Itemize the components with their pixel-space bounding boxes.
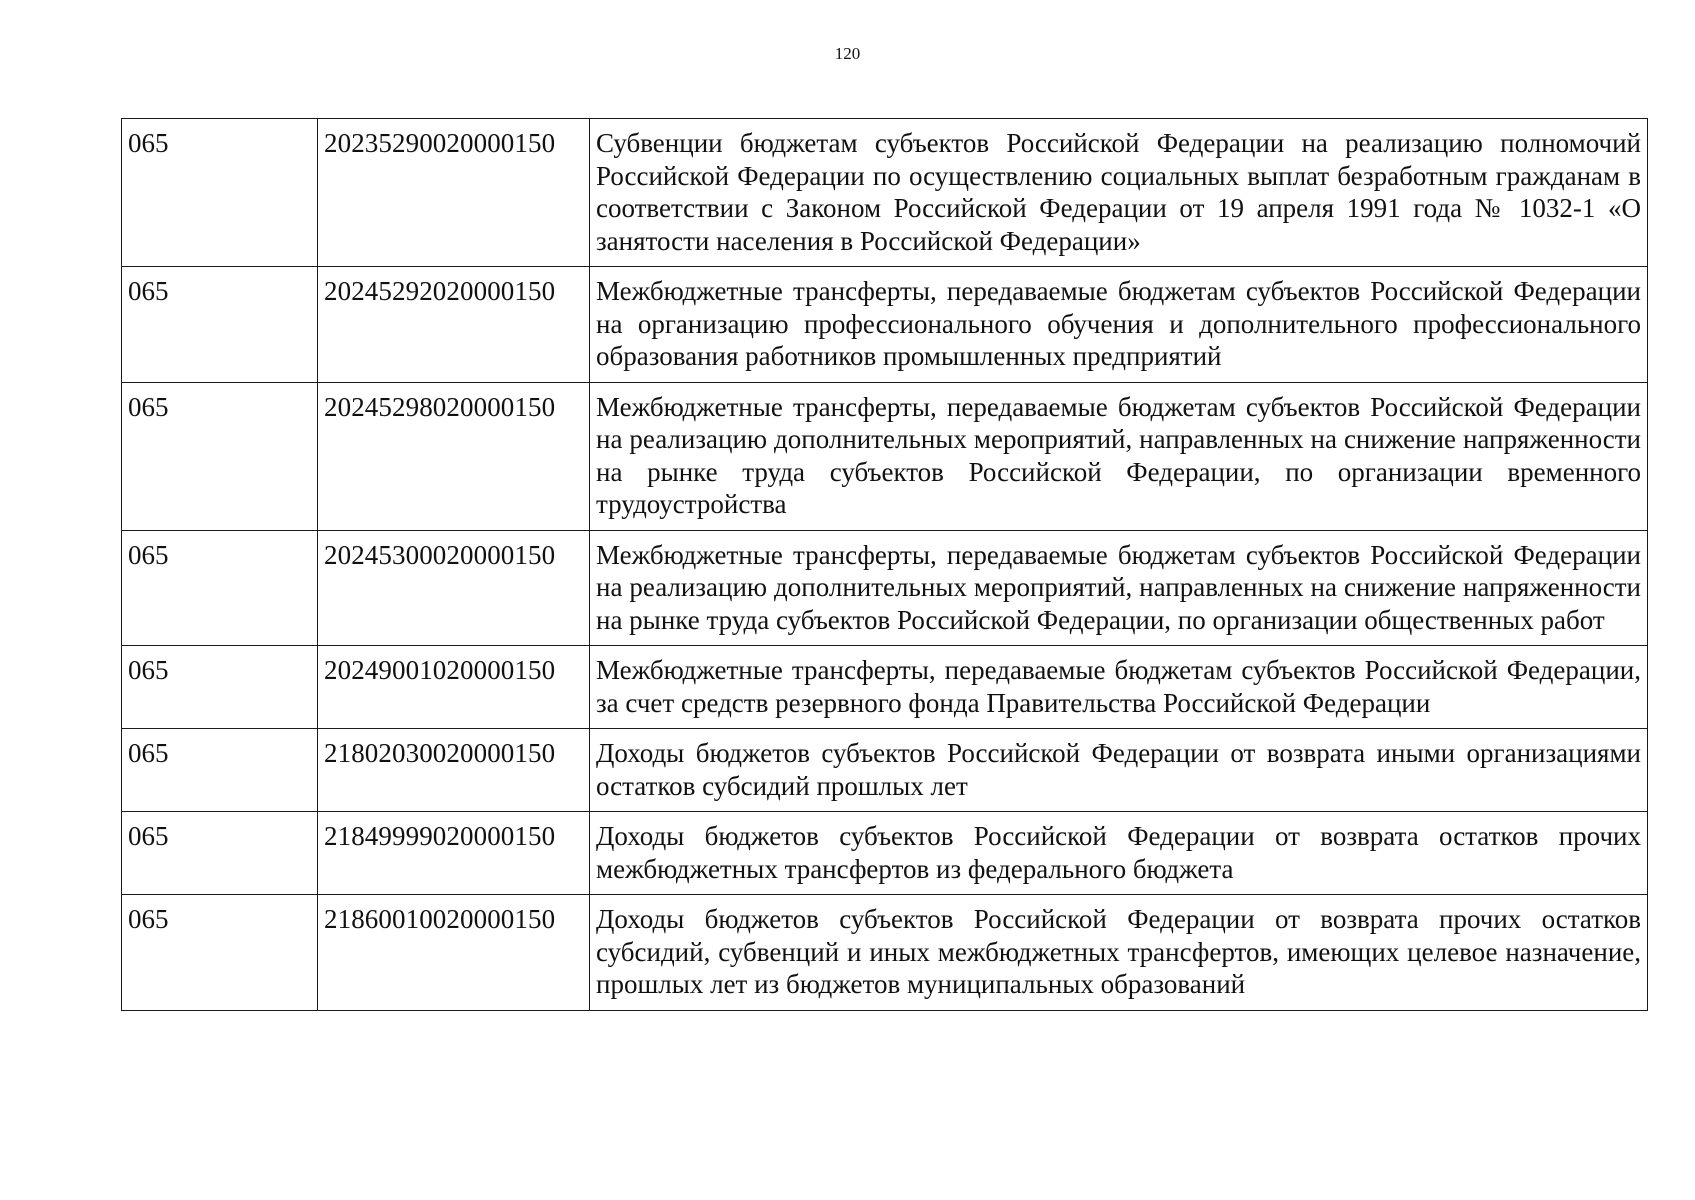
table-row (122, 895, 1648, 1011)
income-name-cell: Межбюджетные трансферты, передаваемые бюджетам субъектов Российской Федерации на реализацию дополнительных мероприятий, направленных на снижение напряженности на рынке труда субъектов Российской Федерации, по организации общественных работ (590, 530, 1648, 646)
budget-code-cell: 20235290020000150 (318, 119, 590, 267)
admin-code-cell: 065 (122, 812, 318, 895)
table-row (122, 530, 1648, 646)
income-name-cell: Субвенции бюджетам субъектов Российской Федерации на реализацию полномочий Российской Федерации по осуществлению социальных выплат безработным гражданам в соответствии с Законом Российской Федерации от 19 апреля 1991 года № 1032-1 «О занятости населения в Российской Федерации» (590, 119, 1648, 267)
admin-code-cell: 065 (122, 530, 318, 646)
income-name-cell: Доходы бюджетов субъектов Российской Федерации от возврата иными организациями остатков субсидий прошлых лет (590, 729, 1648, 812)
budget-code-cell: 21860010020000150 (318, 895, 590, 1011)
income-name-cell: Межбюджетные трансферты, передаваемые бюджетам субъектов Российской Федерации на организацию профессионального обучения и дополнительного профессионального образования работников промышленных предприятий (590, 267, 1648, 383)
budget-code-cell: 20245300020000150 (318, 530, 590, 646)
income-name-cell: Межбюджетные трансферты, передаваемые бюджетам субъектов Российской Федерации на реализацию дополнительных мероприятий, направленных на снижение напряженности на рынке труда субъектов Российской Федерации, по организации временного трудоустройства (590, 382, 1648, 530)
table-row (122, 267, 1648, 383)
table-row (122, 812, 1648, 895)
table-row (122, 729, 1648, 812)
budget-code-cell: 21802030020000150 (318, 729, 590, 812)
table-row (122, 119, 1648, 267)
page-number: 120 (834, 44, 861, 63)
table-row (122, 382, 1648, 530)
income-name-cell: Доходы бюджетов субъектов Российской Федерации от возврата прочих остатков субсидий, субвенций и иных межбюджетных трансфертов, имеющих целевое назначение, прошлых лет из бюджетов муниципальных образований (590, 895, 1648, 1011)
budget-code-cell: 21849999020000150 (318, 812, 590, 895)
admin-code-cell: 065 (122, 895, 318, 1011)
admin-code-cell: 065 (122, 119, 318, 267)
budget-code-cell: 20249001020000150 (318, 646, 590, 729)
admin-code-cell: 065 (122, 729, 318, 812)
admin-code-cell: 065 (122, 382, 318, 530)
admin-code-cell: 065 (122, 267, 318, 383)
income-name-cell: Межбюджетные трансферты, передаваемые бюджетам субъектов Российской Федерации, за счет средств резервного фонда Правительства Российской Федерации (590, 646, 1648, 729)
income-name-cell: Доходы бюджетов субъектов Российской Федерации от возврата остатков прочих межбюджетных трансфертов из федерального бюджета (590, 812, 1648, 895)
table-row (122, 646, 1648, 729)
budget-code-cell: 20245292020000150 (318, 267, 590, 383)
admin-code-cell: 065 (122, 646, 318, 729)
budget-code-table (121, 118, 1648, 1011)
budget-code-cell: 20245298020000150 (318, 382, 590, 530)
